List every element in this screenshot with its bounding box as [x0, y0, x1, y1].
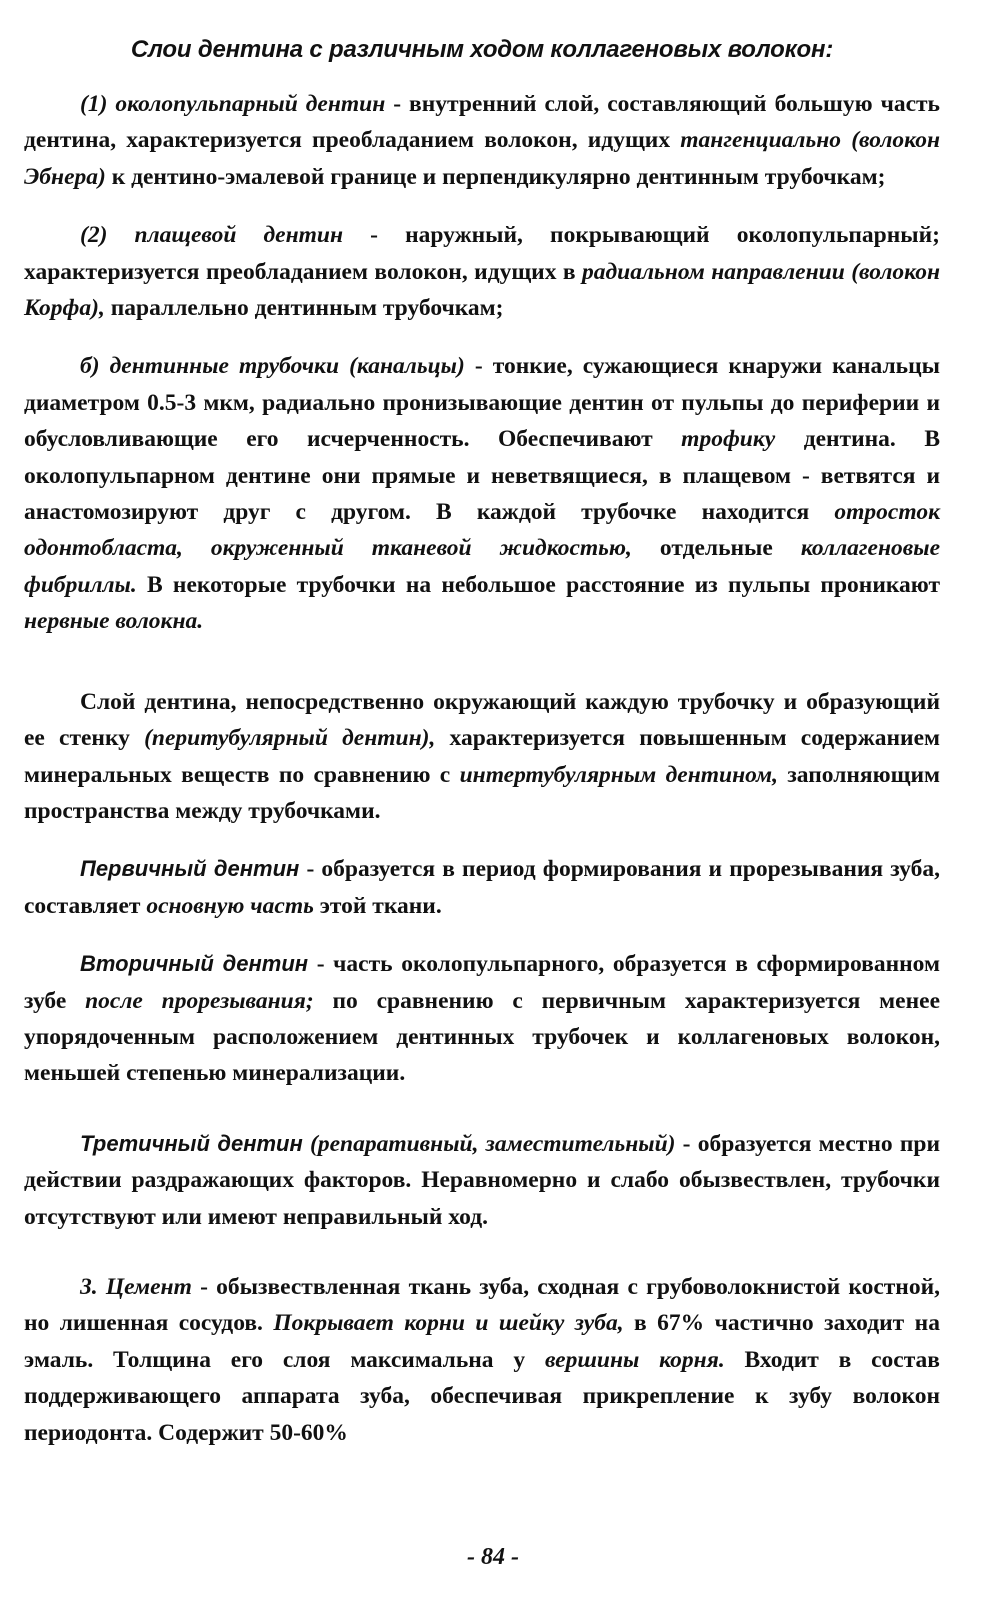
term-peripulpal-dentin: (1) околопульпарный дентин [80, 91, 386, 117]
term-after-eruption: после прорезывания; [85, 987, 314, 1014]
term-intertubular-dentin: интертубулярным дентином, [459, 761, 778, 788]
term-primary-dentin: Первичный дентин [80, 856, 300, 882]
section-heading: Слои дентина с различным ходом коллагеновых волокон: [130, 36, 834, 63]
term-secondary-dentin: Вторичный дентин [80, 951, 309, 977]
text: в 67% частично заходит на эмаль. Толщина его слоя максимальна у [24, 1310, 940, 1373]
term-tangential-ebner: тангенциально (волокон Эбнера) [24, 127, 940, 190]
term-main-part: основную часть [146, 892, 314, 919]
text: заполняющим пространства между трубочками. [24, 761, 940, 824]
paragraph-dentinal-tubules [24, 348, 940, 639]
text: этой ткани. [313, 892, 442, 919]
term-covers-roots: Покрывает корни и шейку зуба, [273, 1310, 624, 1337]
term-cementum: 3. Цемент [80, 1273, 192, 1300]
text: Слой дентина, непосредственно окружающий каждую трубочку и образующий ее стенку [24, 688, 940, 752]
text: дентина. В околопульпарном дентине они прямые и неветвящиеся, в плащевом - ветвятся и анастомозируют друг с другом. В каждой трубочке находится [24, 426, 940, 526]
text: параллельно дентинным трубочкам; [104, 295, 504, 322]
paragraph-secondary-dentin [24, 946, 940, 1092]
term-peritubular-dentin: (перитубулярный дентин), [144, 725, 436, 752]
term-collagen-fibrils: коллагеновые фибриллы. [24, 535, 941, 598]
text: Входит в состав поддерживающего аппарата зуба, обеспечивая прикрепление к зубу волокон периодонта. Содержит 50-60% [24, 1346, 940, 1446]
text: - тонкие, сужающиеся кнаружи канальцы диаметром 0.5-3 мкм, радиально пронизывающие дентин от пульпы до периферии и обусловливающие его исчерченность. Обеспечивают [24, 353, 940, 453]
page-number: - 84 - [467, 1544, 519, 1570]
text: к дентино-эмалевой границе и перпендикулярно дентинным трубочкам; [105, 163, 886, 190]
term-mantle-dentin: (2) плащевой дентин [80, 222, 344, 249]
paragraph-peritubular-dentin [24, 684, 940, 830]
text: отдельные [631, 535, 801, 562]
paragraph-cementum [24, 1269, 940, 1451]
term-dentinal-tubules: б) дентинные трубочки (канальцы) [80, 353, 465, 380]
term-reparative: (репаративный, заместительный) [302, 1130, 676, 1157]
term-odontoblast-process: отросток одонтобласта, окруженный тканевой жидкостью, [24, 499, 940, 562]
text: В некоторые трубочки на небольшое расстояние из пульпы проникают [136, 571, 940, 598]
term-trophic: трофику [681, 426, 776, 453]
text: - образуется местно при действии раздражающих факторов. Неравномерно и слабо обызвествлен, трубочки отсутствуют или имеют неправильный ход. [24, 1130, 941, 1230]
text: - образуется в период формирования и прорезывания зуба, составляет [24, 856, 940, 919]
text: - внутренний слой, составляющий большую часть дентина, характеризуется преобладанием волокон, идущих [24, 91, 940, 154]
text: - часть околопульпарного, образуется в сформированном зубе [24, 951, 940, 1014]
text: по сравнению с первичным характеризуется менее упорядоченным расположением дентинных трубочек и коллагеновых волокон, меньшей степенью минерализации. [24, 987, 940, 1087]
paragraph-primary-dentin [24, 851, 940, 924]
paragraph-tertiary-dentin [24, 1126, 940, 1235]
text: - обызвествленная ткань зуба, сходная с грубоволокнистой костной, но лишенная сосудов. [24, 1273, 941, 1337]
text: - наружный, покрывающий околопульпарный; характеризуется преобладанием волокон, идущих в [24, 222, 940, 285]
term-tertiary-dentin: Третичный дентин [80, 1130, 303, 1156]
term-root-apex: вершины корня. [544, 1346, 725, 1373]
term-radial-korff: радиальном направлении (волокон Корфа), [24, 258, 940, 322]
term-nerve-fibers: нервные волокна. [24, 608, 204, 635]
paragraph-mantle-dentin [24, 217, 940, 326]
text: характеризуется повышенным содержанием минеральных веществ по сравнению с [24, 725, 941, 788]
paragraph-peripulpal-dentin [24, 86, 940, 195]
